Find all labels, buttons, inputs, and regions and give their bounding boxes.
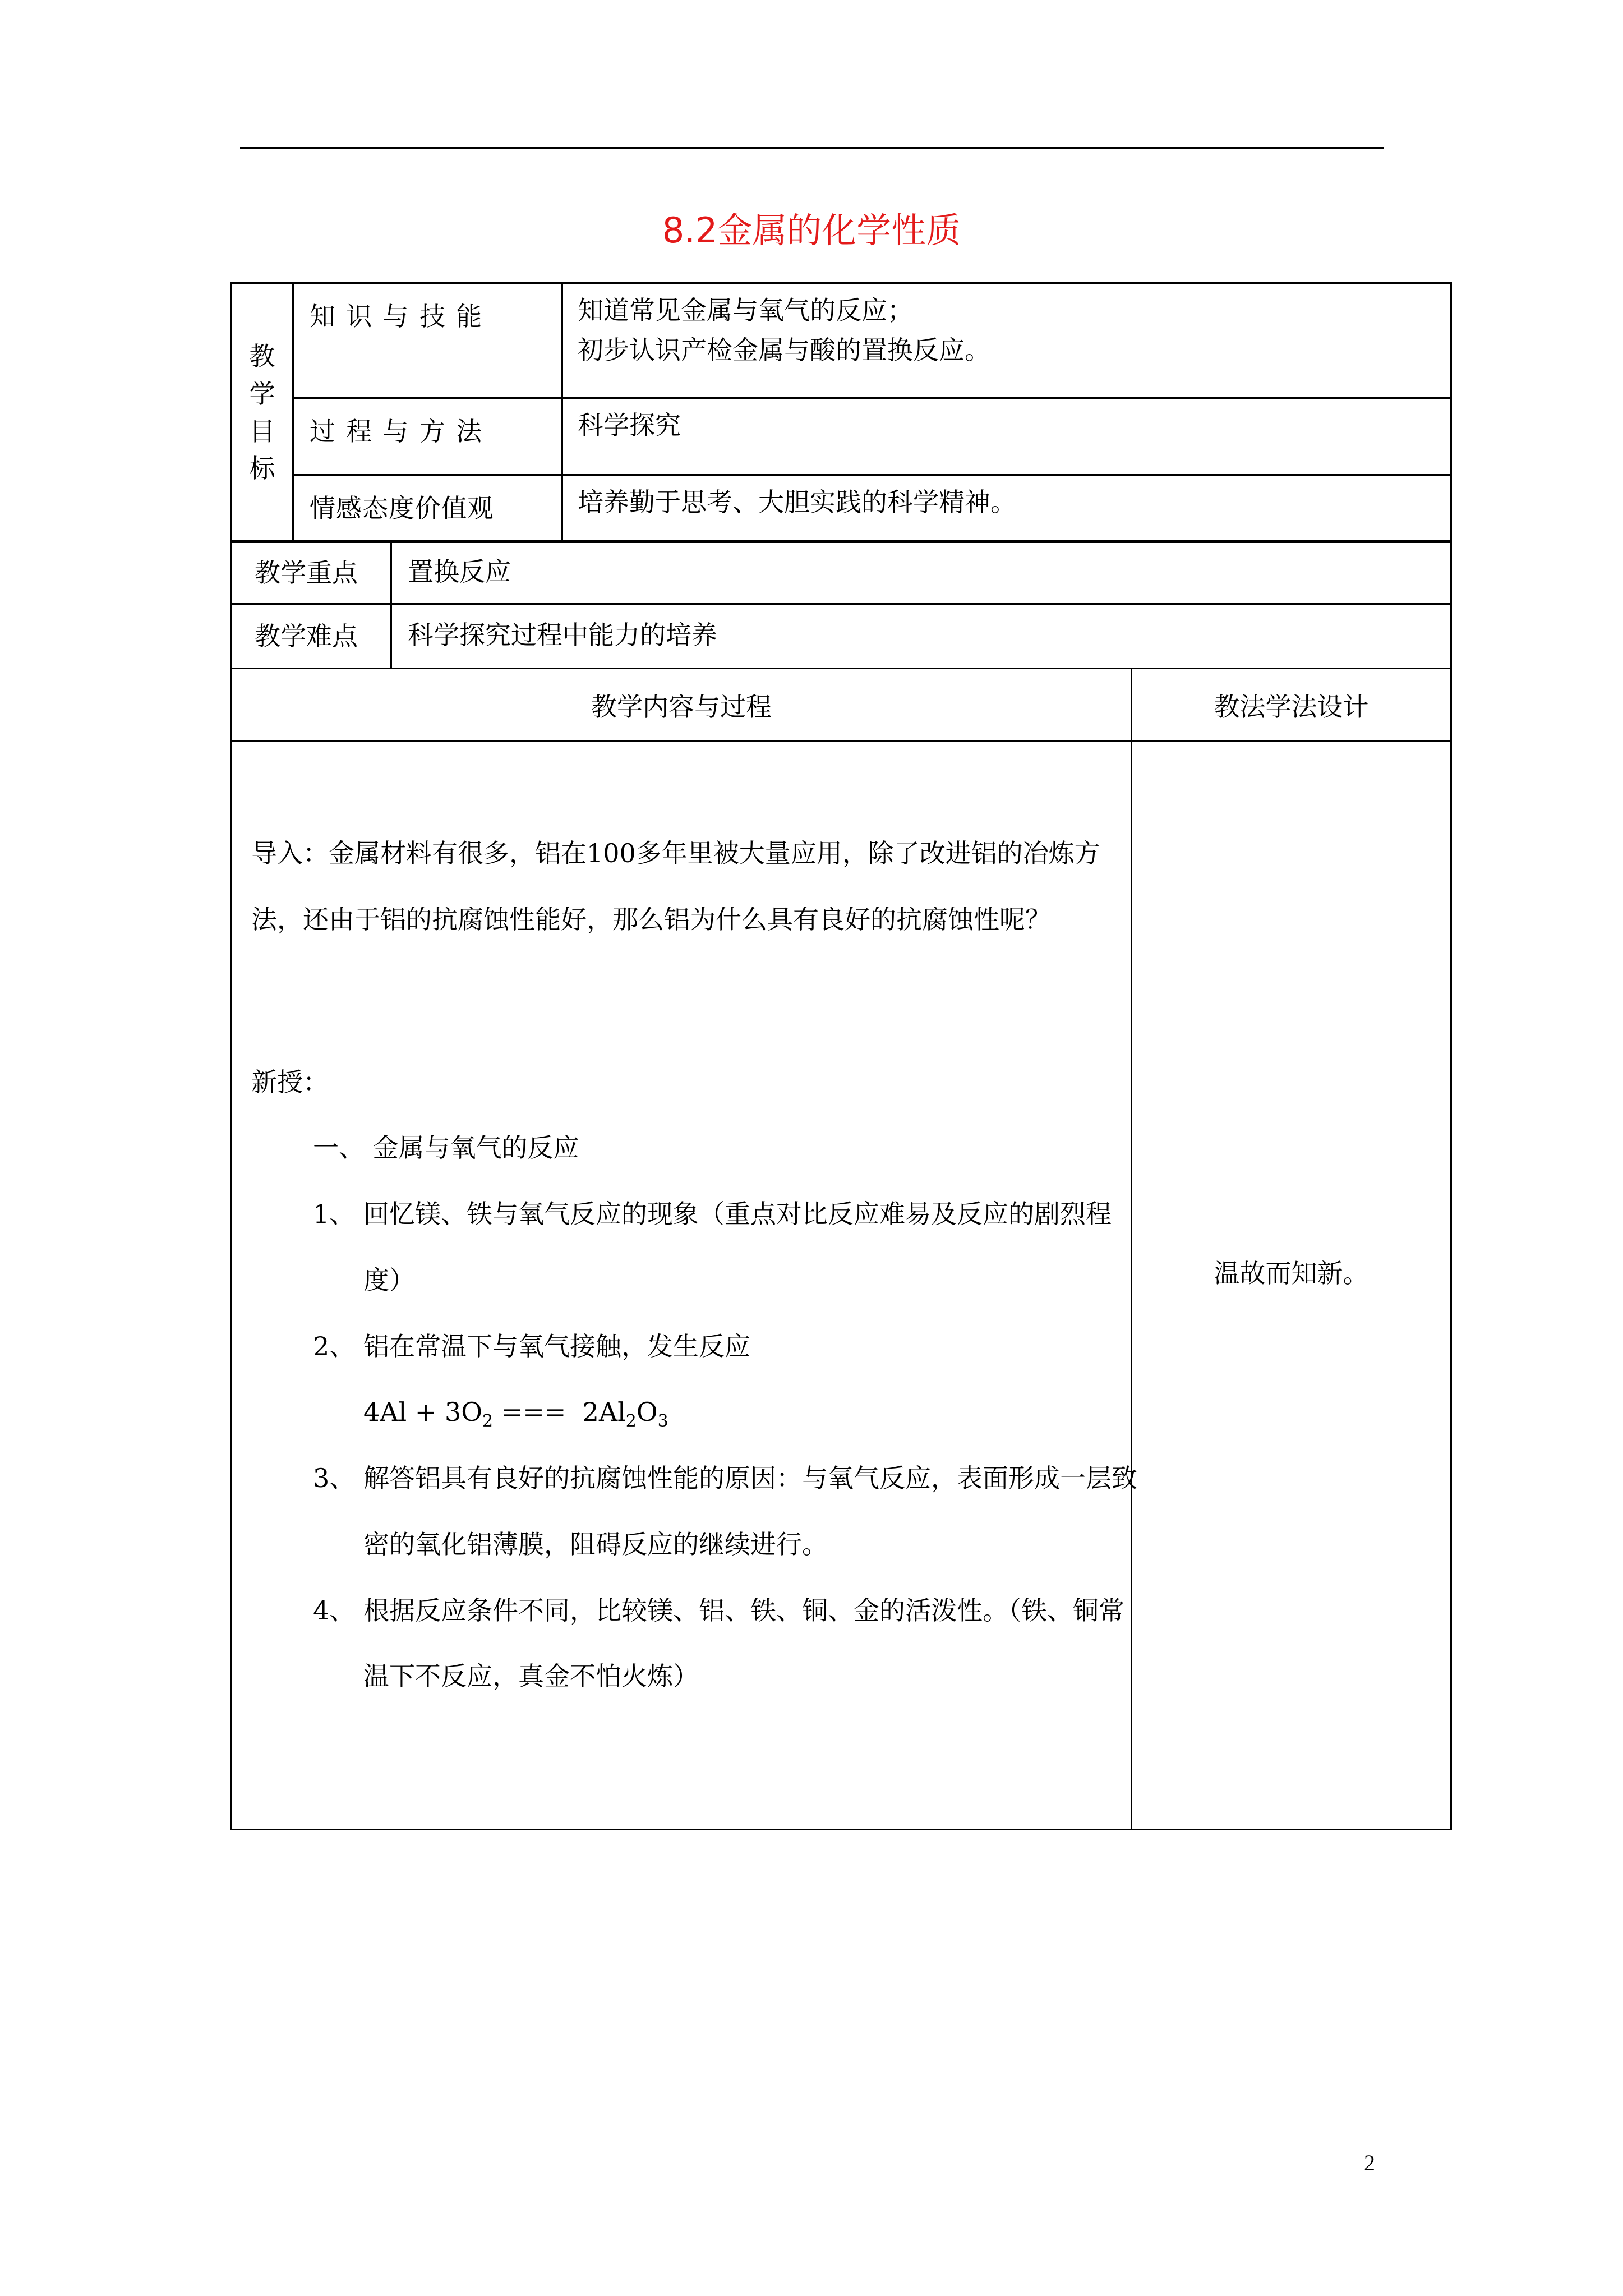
list-item-text: 根据反应条件不同，比较镁、铝、铁、铜、金的活泼性。（铁、铜常温下不反应，真金不怕火炼） — [363, 1595, 1124, 1692]
equation-reactant-2: $3O_2$ — [445, 1397, 494, 1432]
teaching-goals-table — [230, 282, 1452, 543]
list-item-number: 4、 — [313, 1595, 356, 1626]
method-note: 温故而知新。 — [1214, 1258, 1369, 1289]
goals-category-char: 标 — [249, 453, 275, 484]
goals-category-cell — [232, 283, 293, 542]
equation-arrow: === — [501, 1397, 566, 1428]
goal-content-line: 培养勤于思考、大胆实践的科学精神。 — [578, 487, 1016, 517]
goal-content-knowledge — [562, 283, 1451, 398]
header-rule — [240, 147, 1384, 149]
goal-content-line: 科学探究 — [578, 410, 681, 440]
list-item — [251, 1578, 1131, 1710]
list-item-text: 铝在常温下与氧气接触，发生反应 — [363, 1331, 750, 1361]
chemical-equation — [251, 1379, 1131, 1446]
page-number: 2 — [1364, 2150, 1375, 2175]
goals-category-char: 教 — [249, 341, 275, 372]
difficulty-content: 科学探究过程中能力的培养 — [391, 604, 1451, 669]
list-item-number: 1、 — [313, 1199, 356, 1229]
lesson-table — [230, 668, 1452, 1830]
key-points-table — [230, 540, 1452, 669]
list-item-number: 3、 — [313, 1463, 356, 1493]
equation-plus: + — [414, 1397, 437, 1428]
goal-label-process: 过程与方法 — [293, 398, 562, 475]
list-item — [251, 1314, 1131, 1380]
equation-product: $2Al_2O_3$ — [582, 1397, 668, 1432]
key-point-content: 置换反应 — [391, 541, 1451, 604]
goal-content-process — [562, 398, 1451, 475]
goal-content-line: 初步认识产检金属与酸的置换反应。 — [578, 335, 990, 366]
section-heading: 一、 金属与氧气的反应 — [313, 1133, 579, 1163]
page-title: 8.2金属的化学性质 — [662, 210, 961, 251]
goal-label-knowledge: 知识与技能 — [293, 283, 562, 398]
new-lesson-label: 新授： — [251, 1066, 329, 1097]
list-item-text: 回忆镁、铁与氧气反应的现象（重点对比反应难易及反应的剧烈程度） — [363, 1199, 1112, 1295]
method-column-header: 教法学法设计 — [1132, 669, 1451, 742]
goals-category-char: 学 — [249, 378, 275, 409]
list-item-text: 解答铝具有良好的抗腐蚀性能的原因：与氧气反应，表面形成一层致密的氧化铝薄膜，阻碍反应的继续进行。 — [363, 1463, 1137, 1559]
list-item — [251, 1446, 1137, 1578]
goal-content-attitude — [562, 475, 1451, 542]
goal-label-attitude: 情感态度价值观 — [293, 475, 562, 542]
list-item-number: 2、 — [313, 1331, 356, 1361]
lesson-content-cell — [232, 742, 1137, 1830]
list-item — [251, 1181, 1131, 1314]
difficulty-label: 教学难点 — [232, 604, 391, 669]
lesson-intro: 导入：金属材料有很多，铝在100多年里被大量应用，除了改进铝的冶炼方法，还由于铝的抗腐蚀性能好，那么铝为什么具有良好的抗腐蚀性呢？ — [251, 838, 1100, 935]
goals-category-char: 目 — [249, 416, 275, 447]
method-cell — [1132, 742, 1451, 1830]
process-column-header: 教学内容与过程 — [232, 669, 1132, 742]
equation-reactant-1: 4Al — [363, 1397, 407, 1428]
goal-content-line: 知道常见金属与氧气的反应； — [578, 295, 913, 325]
key-point-label: 教学重点 — [232, 541, 391, 604]
